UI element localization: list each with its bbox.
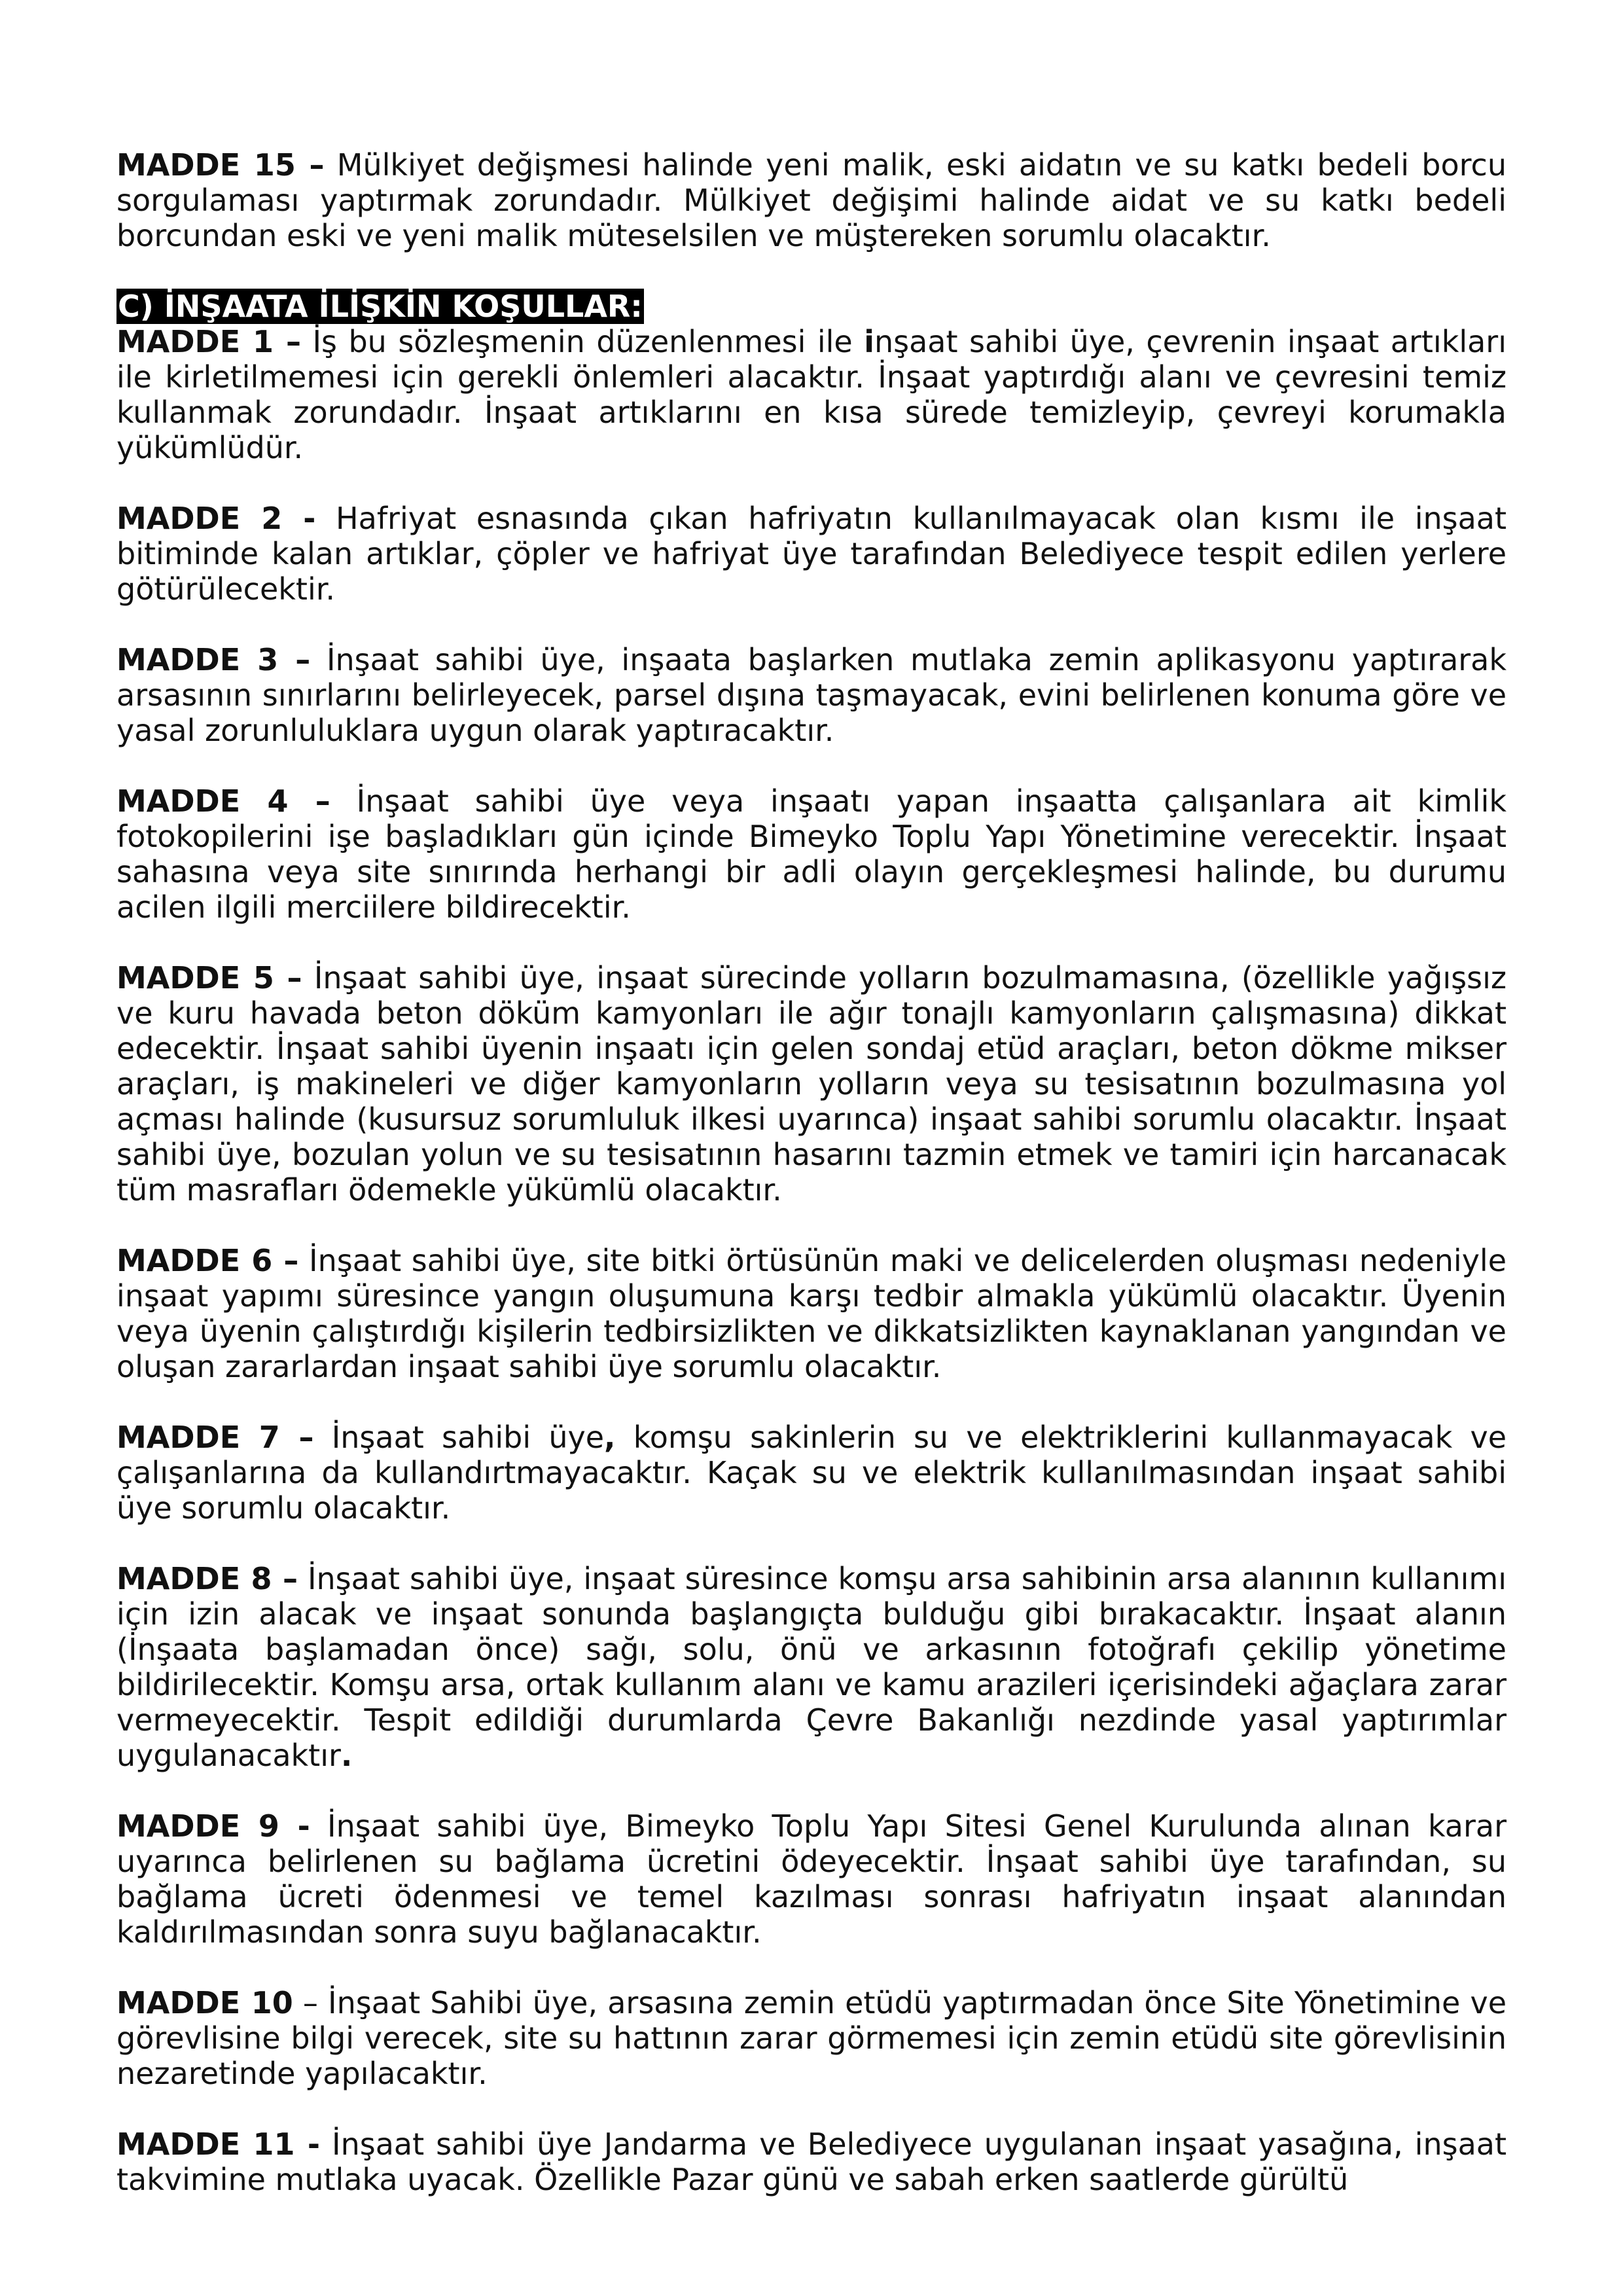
- article-text: İnşaat sahibi üye, site bitki örtüsünün maki ve delicelerden oluşması nedeniyle inşaat yapımı süresince yangın oluşumuna karşı tedbir almakla yükümlü olacaktır. Üyenin veya üyenin çalıştırdığı kişilerin tedbirsizlikten ve dikkatsizlikten kaynaklanan yangından ve oluşan zararlardan inşaat sahibi üye sorumlu olacaktır.: [116, 1243, 1507, 1384]
- article-label: MADDE 15 –: [116, 147, 325, 183]
- article-label: MADDE 5 –: [116, 960, 302, 996]
- article-text: İş bu sözleşmenin düzenlenmesi ile: [300, 324, 865, 359]
- paragraph-madde-11: [116, 2126, 1507, 2197]
- bold-character: .: [340, 1738, 353, 1773]
- bold-character: i: [864, 324, 874, 359]
- paragraph-madde-1: [116, 324, 1507, 465]
- article-text: İnşaat sahibi üye, inşaata başlarken mutlaka zemin aplikasyonu yaptırarak arsasının sınırlarını belirleyecek, parsel dışına taşmayacak, evini belirlenen konuma göre ve yasal zorunluluklara uygun olarak yaptıracaktır.: [116, 642, 1507, 748]
- article-text: İnşaat sahibi üye: [313, 1420, 605, 1455]
- article-label: MADDE 10: [116, 1985, 293, 2020]
- article-label: MADDE 9 -: [116, 1808, 310, 1844]
- article-label: MADDE 11 -: [116, 2126, 321, 2162]
- paragraph-madde-15: [116, 147, 1507, 253]
- article-text: Mülkiyet değişmesi halinde yeni malik, eski aidatın ve su katkı bedeli borcu sorgulaması yaptırmak zorundadır. Mülkiyet değişimi halinde aidat ve su katkı bedeli borcundan eski ve yeni malik müteselsilen ve müştereken sorumlu olacaktır.: [116, 147, 1507, 253]
- article-label: MADDE 1 –: [116, 324, 301, 359]
- paragraph-madde-5: [116, 960, 1507, 1208]
- bold-character: ,: [604, 1420, 616, 1455]
- document-page: [116, 147, 1507, 2197]
- article-text: İnşaat sahibi üye, Bimeyko Toplu Yapı Sitesi Genel Kurulunda alınan karar uyarınca belirlenen su bağlama ücretini ödeyecektir. İnşaat sahibi üye tarafından, su bağlama ücreti ödenmesi ve temel kazılması sonrası hafriyatın inşaat alanından kaldırılmasından sonra suyu bağlanacaktır.: [116, 1808, 1507, 1950]
- article-text: komşu sakinlerin su ve elektriklerini kullanmayacak ve çalışanlarına da kullandırtmayacaktır. Kaçak su ve elektrik kullanılmasından inşaat sahibi üye sorumlu olacaktır.: [116, 1420, 1507, 1526]
- article-label: MADDE 3 –: [116, 642, 311, 677]
- article-label: MADDE 8 –: [116, 1561, 298, 1596]
- article-label: MADDE 4 –: [116, 783, 330, 819]
- article-text: Hafriyat esnasında çıkan hafriyatın kullanılmayacak olan kısmı ile inşaat bitiminde kalan artıklar, çöpler ve hafriyat üye tarafından Belediyece tespit edilen yerlere götürülecektir.: [116, 501, 1507, 607]
- article-text: İnşaat sahibi üye veya inşaatı yapan inşaatta çalışanlara ait kimlik fotokopilerini işe başladıkları gün içinde Bimeyko Toplu Yapı Yönetimine verecektir. İnşaat sahasına veya site sınırında herhangi bir adli olayın gerçekleşmesi halinde, bu durumu acilen ilgili merciilere bildirecektir.: [116, 783, 1507, 925]
- section-heading: C) İNŞAATA İLİŞKİN KOŞULLAR:: [118, 289, 643, 324]
- article-text: nşaat sahibi üye, çevrenin inşaat artıkları ile kirletilmemesi için gerekli önlemleri alacaktır. İnşaat yaptırdığı alanı ve çevresini temiz kullanmak zorundadır. İnşaat artıklarını en kısa sürede temizleyip, çevreyi korumakla yükümlüdür.: [116, 324, 1507, 465]
- article-label: MADDE 6 –: [116, 1243, 299, 1278]
- paragraph-madde-2: [116, 501, 1507, 607]
- paragraph-madde-3: [116, 642, 1507, 748]
- article-label: MADDE 2 -: [116, 501, 316, 536]
- article-label: MADDE 7 –: [116, 1420, 314, 1455]
- article-text: İnşaat sahibi üye, inşaat sürecinde yolların bozulmamasına, (özellikle yağışsız ve kuru havada beton döküm kamyonları ile ağır tonajlı kamyonların çalışmasına) dikkat edecektir. İnşaat sahibi üyenin inşaatı için gelen sondaj etüd araçları, beton dökme mikser araçları, iş makineleri ve diğer kamyonların yolların veya su tesisatının bozulmasına yol açması halinde (kusursuz sorumluluk ilkesi uyarınca) inşaat sahibi sorumlu olacaktır. İnşaat sahibi üye, bozulan yolun ve su tesisatının hasarını tazmin etmek ve tamiri için harcanacak tüm masrafları ödemekle yükümlü olacaktır.: [116, 960, 1507, 1208]
- section-heading-line: [116, 289, 1507, 324]
- paragraph-madde-4: [116, 783, 1507, 925]
- paragraph-madde-10: [116, 1985, 1507, 2091]
- paragraph-madde-7: [116, 1420, 1507, 1526]
- article-text: – İnşaat Sahibi üye, arsasına zemin etüdü yaptırmadan önce Site Yönetimine ve görevlisine bilgi verecek, site su hattının zarar görmemesi için zemin etüdü site görevlisinin nezaretinde yapılacaktır.: [116, 1985, 1507, 2091]
- article-text: İnşaat sahibi üye Jandarma ve Belediyece uygulanan inşaat yasağına, inşaat takvimine mutlaka uyacak. Özellikle Pazar günü ve sabah erken saatlerde gürültü: [116, 2126, 1507, 2197]
- paragraph-madde-9: [116, 1808, 1507, 1950]
- article-text: İnşaat sahibi üye, inşaat süresince komşu arsa sahibinin arsa alanının kullanımı için izin alacak ve inşaat sonunda başlangıçta bulduğu gibi bırakacaktır. İnşaat alanın (İnşaata başlamadan önce) sağı, solu, önü ve arkasının fotoğrafı çekilip yönetime bildirilecektir. Komşu arsa, ortak kullanım alanı ve kamu arazileri içerisindeki ağaçlara zarar vermeyecektir. Tespit edildiği durumlarda Çevre Bakanlığı nezdinde yasal yaptırımlar uygulanacaktır: [116, 1561, 1507, 1773]
- paragraph-madde-6: [116, 1243, 1507, 1384]
- paragraph-madde-8: [116, 1561, 1507, 1773]
